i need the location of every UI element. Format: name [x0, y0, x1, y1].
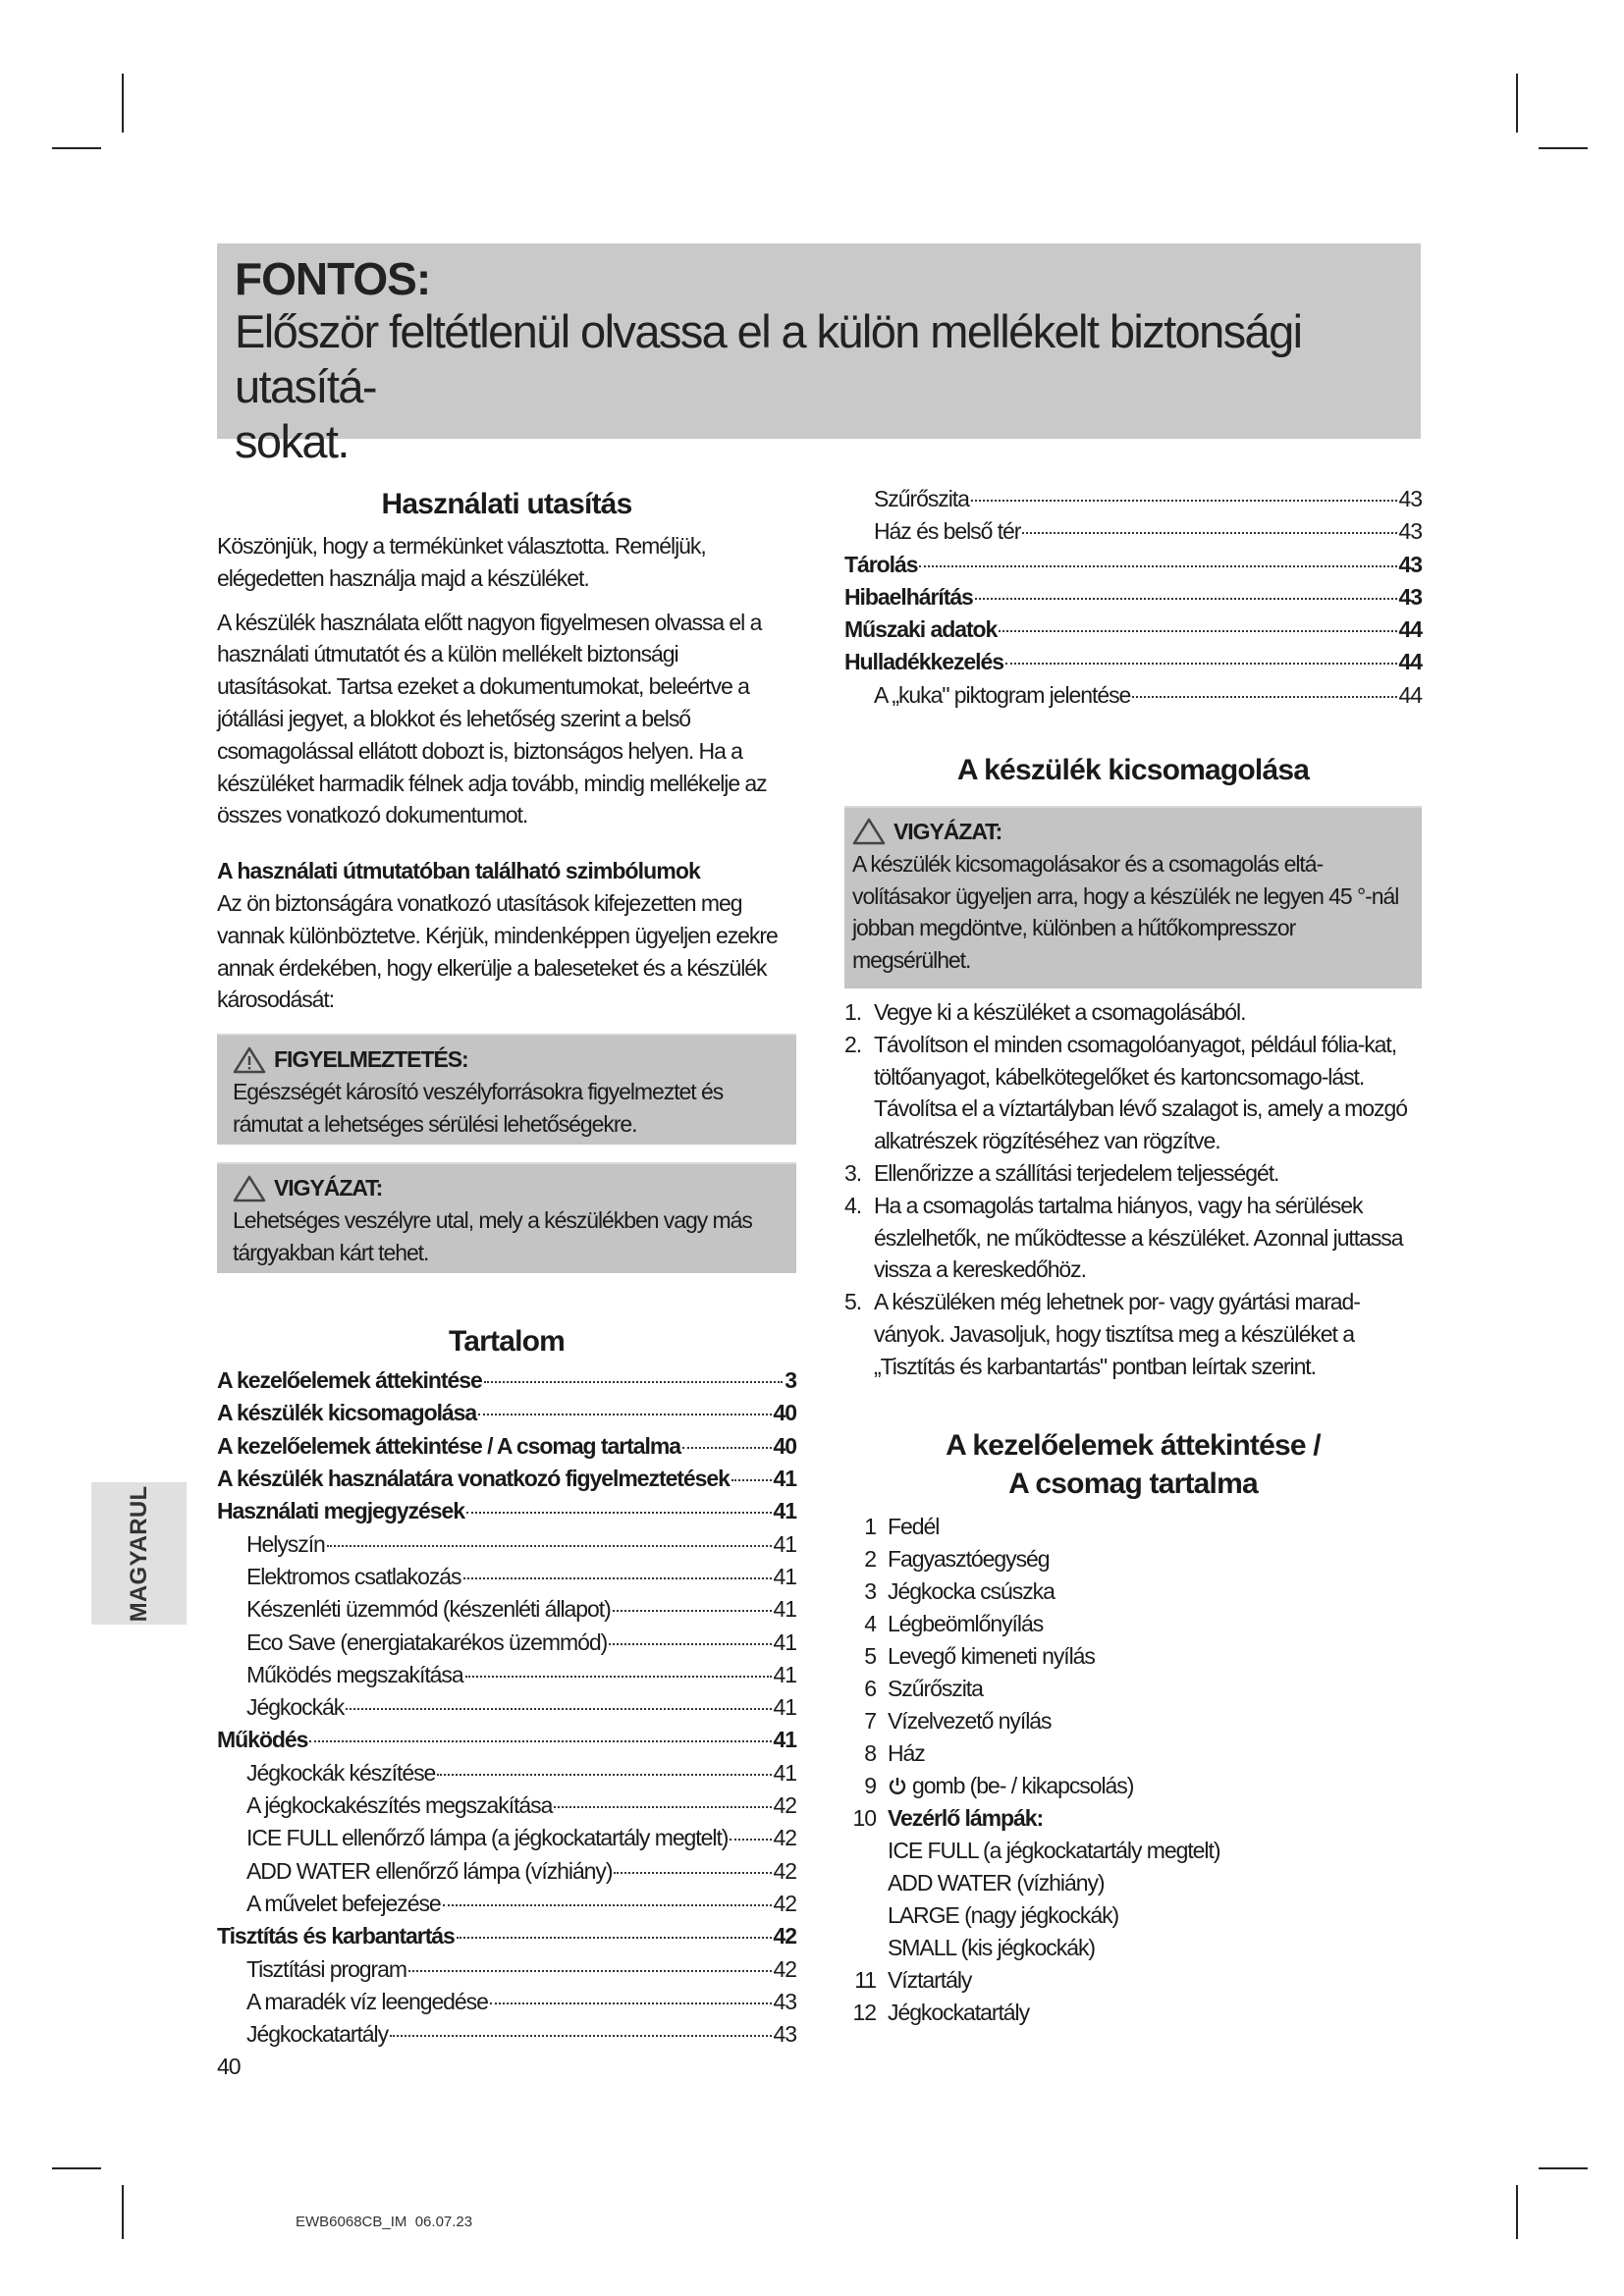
step-number: 3. — [844, 1160, 862, 1187]
symbols-paragraph: Az ön biztonságára vonatkozó utasítások kifejezetten meg vannak különböztetve. Kérjük, mindenképpen ügyeljen ezekre annak érdekében, hogy elkerülje a baleseteket és a készülék károsodását: — [217, 889, 778, 1013]
toc-entry-label: Ház és belső tér — [874, 518, 1021, 545]
parts-list-item — [844, 1640, 1422, 1673]
part-number: 10 — [852, 1804, 876, 1831]
symbols-heading: A használati útmutatóban található szimbólumok — [217, 858, 700, 884]
toc-leader-dots — [1132, 696, 1396, 698]
overview-heading-line2: A csomag tartalma — [1008, 1467, 1258, 1500]
parts-list-item — [844, 1964, 1422, 1997]
caution-title: VIGYÁZAT: — [893, 819, 1002, 845]
footer-code: EWB6068CB_IM 06.07.23 — [296, 2214, 473, 2230]
part-number: 2 — [864, 1545, 876, 1572]
toc-entry[interactable] — [217, 1724, 796, 1756]
crop-mark — [52, 147, 101, 149]
crop-mark — [52, 2167, 101, 2169]
toc-entry[interactable] — [217, 1986, 796, 2018]
language-tab — [91, 1482, 187, 1625]
intro-paragraph: Köszönjük, hogy a termékünket választotta. Reméljük, elégedetten használja majd a készüléket. — [217, 533, 706, 591]
toc-entry[interactable] — [844, 646, 1422, 678]
toc-entry[interactable] — [217, 1888, 796, 1920]
toc-entry[interactable] — [844, 581, 1422, 614]
toc-entry-page: 41 — [773, 1727, 796, 1753]
parts-list-item — [844, 1543, 1422, 1575]
toc-entry-page: 41 — [773, 1629, 796, 1655]
toc-leader-dots — [309, 1740, 771, 1742]
toc-entry-page: 41 — [773, 1498, 796, 1524]
part-number: 1 — [864, 1513, 876, 1539]
part-label: Ház — [888, 1739, 925, 1766]
toc-entry-label: Szűrőszita — [874, 486, 969, 511]
toc-leader-dots — [1022, 532, 1396, 534]
toc-leader-dots — [408, 1970, 772, 1972]
toc-entry[interactable] — [217, 1920, 796, 1952]
unpacking-step — [844, 1286, 1422, 1382]
toc-entry-label: Hibaelhárítás — [844, 583, 973, 610]
toc-entry-label: Készenléti üzemmód (készenléti állapot) — [246, 1596, 611, 1623]
intro-paragraph: A készülék használata előtt nagyon figyelmesen olvassa el a használati útmutatót és a külön mellékelt biztonsági utasításokat. Tartsa ezeket a dokumentumokat, beleértve a jótállási jegyet, a blokkot és lehetőség szerint a belső csomagolással ellátott dobozt is, biztonságos helyen. Ha a készüléket harmadik félnek adja tovább, mindig mellékelje az összes vonatkozó dokumentumot. — [217, 609, 767, 828]
toc-entry[interactable] — [217, 1691, 796, 1724]
toc-entry-label: Tisztítási program — [246, 1955, 407, 1982]
overview-heading — [844, 1426, 1422, 1503]
toc-entry-page: 40 — [773, 1400, 796, 1426]
table-of-contents-continued — [844, 483, 1422, 712]
unpacking-step — [844, 1029, 1422, 1157]
toc-entry-label: ICE FULL ellenőrző lámpa (a jégkockatartály megtelt) — [246, 1825, 729, 1851]
toc-entry-page: 43 — [1398, 518, 1422, 545]
toc-entry-label: Használati megjegyzések — [217, 1498, 464, 1524]
overview-heading-line1: A kezelőelemek áttekintése / — [946, 1428, 1321, 1462]
parts-list-item — [844, 1705, 1422, 1737]
unpacking-steps — [844, 996, 1422, 1383]
toc-entry[interactable] — [217, 1397, 796, 1429]
left-column — [217, 485, 796, 2083]
toc-entry-label: Jégkockatartály — [246, 2021, 389, 2048]
step-number: 1. — [844, 999, 862, 1026]
banner-title: FONTOS: — [235, 253, 431, 304]
toc-entry[interactable] — [217, 1953, 796, 1986]
unpacking-heading: A készülék kicsomagolása — [956, 754, 1310, 787]
part-label: gomb (be- / kikapcsolás) — [912, 1772, 1134, 1798]
toc-entry-page: 41 — [773, 1694, 796, 1721]
part-label: Fedél — [888, 1513, 940, 1539]
toc-entry-page: 43 — [773, 1988, 796, 2014]
important-banner — [217, 243, 1421, 467]
step-number: 5. — [844, 1289, 862, 1315]
toc-entry-label: Helyszín — [246, 1530, 325, 1557]
step-text: A készüléken még lehetnek por- vagy gyártási marad-ványok. Javasoljuk, hogy tisztítsa meg a készüléket a „Tisztítás és karbantartás" pontban leírtak szerint. — [874, 1289, 1360, 1379]
parts-list-item — [844, 1737, 1422, 1770]
toc-entry-label: Működés megszakítása — [246, 1661, 463, 1687]
control-lamp-item: ADD WATER (vízhiány) — [888, 1869, 1105, 1896]
intro-heading: Használati utasítás — [381, 488, 632, 520]
toc-entry-label: Hulladékkezelés — [844, 649, 1003, 675]
toc-entry[interactable] — [217, 1593, 796, 1626]
toc-leader-dots — [484, 1381, 784, 1383]
warning-title: FIGYELMEZTETÉS: — [274, 1046, 468, 1073]
toc-entry-label: Jégkockák — [246, 1694, 345, 1721]
toc-leader-dots — [730, 1839, 771, 1841]
step-number: 2. — [844, 1031, 862, 1057]
toc-leader-dots — [999, 630, 1396, 632]
toc-leader-dots — [613, 1610, 772, 1612]
parts-list-item — [844, 1802, 1422, 1835]
toc-entry[interactable] — [217, 1364, 796, 1397]
crop-mark — [1516, 74, 1518, 133]
part-number: 12 — [852, 1999, 876, 2025]
crop-mark — [1539, 2167, 1588, 2169]
part-number: 4 — [864, 1610, 876, 1636]
toc-entry[interactable] — [217, 2018, 796, 2051]
toc-entry-label: Elektromos csatlakozás — [246, 1563, 461, 1589]
toc-entry-page: 41 — [773, 1466, 796, 1492]
unpacking-step — [844, 996, 1422, 1029]
toc-entry-page: 42 — [773, 1890, 796, 1916]
toc-entry-page: 42 — [773, 1792, 796, 1819]
toc-leader-dots — [609, 1643, 771, 1645]
caution-text: A készülék kicsomagolásakor és a csomagolás eltá-volításakor ügyeljen arra, hogy a készülék ne legyen 45 °-nál jobban megdöntve, különben a hűtőkompresszor megsérülhet. — [852, 850, 1399, 974]
part-label: Vízelvezető nyílás — [888, 1707, 1052, 1734]
unpacking-step — [844, 1190, 1422, 1286]
toc-entry-label: Működés — [217, 1727, 308, 1753]
toc-entry-page: 41 — [773, 1661, 796, 1687]
part-number: 8 — [864, 1739, 876, 1766]
control-lamp-item: ICE FULL (a jégkockatartály megtelt) — [888, 1837, 1220, 1863]
toc-entry-page: 43 — [1398, 551, 1422, 577]
banner-text-line2: sokat. — [235, 415, 349, 467]
toc-entry-label: A kezelőelemek áttekintése — [217, 1367, 482, 1394]
toc-entry-label: A készülék kicsomagolása — [217, 1400, 477, 1426]
toc-entry-label: A „kuka" piktogram jelentése — [874, 681, 1131, 708]
step-text: Távolítson el minden csomagolóanyagot, például fólia-kat, töltőanyagot, kábelkötegelőket és kartoncsomago-lást. Távolítsa el a víztartályban lévő szalagot is, amely a mozgó alkatrészek rögzítéséhez van rögzítve. — [874, 1031, 1407, 1154]
toc-entry-page: 43 — [1398, 583, 1422, 610]
toc-entry-label: A művelet befejezése — [246, 1890, 441, 1916]
toc-entry-page: 44 — [1398, 649, 1422, 675]
toc-leader-dots — [971, 500, 1397, 502]
toc-entry-label: Jégkockák készítése — [246, 1759, 436, 1786]
part-number: 11 — [854, 1966, 876, 1993]
step-text: Vegye ki a készüléket a csomagolásából. — [874, 999, 1246, 1026]
parts-list-item — [844, 1575, 1422, 1608]
toc-entry-page: 40 — [773, 1432, 796, 1459]
toc-leader-dots — [327, 1545, 772, 1547]
toc-leader-dots — [490, 2002, 772, 2004]
warning-box — [217, 1034, 796, 1145]
toc-entry[interactable] — [217, 1855, 796, 1888]
toc-entry[interactable] — [217, 1561, 796, 1593]
banner-text-line1: Először feltétlenül olvassa el a külön mellékelt biztonsági utasítá- — [235, 305, 1302, 412]
parts-list-item — [844, 1997, 1422, 2029]
part-label: Jégkocka csúszka — [888, 1577, 1055, 1604]
toc-entry[interactable] — [844, 483, 1422, 515]
toc-leader-dots — [478, 1414, 771, 1415]
toc-entry[interactable] — [844, 515, 1422, 548]
toc-entry-label: A kezelőelemek áttekintése / A csomag tartalma — [217, 1432, 680, 1459]
part-number: 5 — [864, 1642, 876, 1669]
caution-triangle-icon — [852, 818, 886, 845]
toc-entry-page: 41 — [773, 1530, 796, 1557]
part-label: Jégkockatartály — [888, 1999, 1030, 2025]
toc-leader-dots — [466, 1512, 772, 1514]
power-icon — [888, 1776, 907, 1795]
toc-leader-dots — [457, 1937, 772, 1939]
crop-mark — [1516, 2185, 1518, 2239]
toc-entry[interactable] — [844, 549, 1422, 581]
toc-entry-page: 41 — [773, 1759, 796, 1786]
toc-entry-label: Eco Save (energiatakarékos üzemmód) — [246, 1629, 608, 1655]
unpacking-caution-box — [844, 806, 1422, 988]
toc-leader-dots — [554, 1806, 771, 1808]
unpacking-step — [844, 1157, 1422, 1190]
toc-leader-dots — [614, 1872, 771, 1874]
toc-entry-page: 42 — [773, 1857, 796, 1884]
toc-entry[interactable] — [844, 614, 1422, 646]
toc-leader-dots — [390, 2035, 771, 2037]
toc-leader-dots — [463, 1577, 772, 1579]
parts-list-item — [844, 1511, 1422, 1543]
toc-heading: Tartalom — [448, 1325, 566, 1359]
toc-entry-label: Tárolás — [844, 551, 918, 577]
toc-leader-dots — [919, 565, 1396, 567]
toc-entry[interactable] — [844, 679, 1422, 712]
toc-entry-page: 44 — [1398, 681, 1422, 708]
part-number: 7 — [864, 1707, 876, 1734]
parts-list-item — [844, 1608, 1422, 1640]
parts-list-item — [844, 1673, 1422, 1705]
control-lamp-item: LARGE (nagy jégkockák) — [888, 1901, 1119, 1928]
toc-entry[interactable] — [217, 1822, 796, 1854]
caution-triangle-icon — [233, 1175, 266, 1202]
toc-entry-page: 42 — [773, 1825, 796, 1851]
toc-entry-page: 41 — [773, 1596, 796, 1623]
toc-entry[interactable] — [217, 1789, 796, 1822]
toc-entry-page: 43 — [773, 2021, 796, 2048]
parts-list-item — [844, 1770, 1422, 1802]
toc-entry-page: 42 — [773, 1955, 796, 1982]
part-number: 3 — [864, 1577, 876, 1604]
control-lamp-item: SMALL (kis jégkockák) — [888, 1934, 1096, 1960]
toc-entry-label: A jégkockakészítés megszakítása — [246, 1792, 553, 1819]
toc-entry-page: 3 — [785, 1367, 796, 1394]
toc-leader-dots — [465, 1676, 772, 1678]
toc-leader-dots — [1005, 663, 1397, 665]
part-label: Vezérlő lámpák: — [888, 1804, 1044, 1831]
part-label: Légbeömlőnyílás — [888, 1610, 1044, 1636]
toc-leader-dots — [443, 1904, 772, 1906]
step-number: 4. — [844, 1192, 862, 1218]
right-column — [844, 483, 1422, 2029]
toc-entry[interactable] — [217, 1430, 796, 1463]
toc-entry[interactable] — [217, 1659, 796, 1691]
page-number: 40 — [217, 2054, 241, 2080]
toc-entry-label: Műszaki adatok — [844, 616, 998, 643]
toc-entry-label: ADD WATER ellenőrző lámpa (vízhiány) — [246, 1857, 613, 1884]
caution-title: VIGYÁZAT: — [274, 1175, 383, 1201]
toc-entry-page: 44 — [1398, 616, 1422, 643]
caution-box — [217, 1162, 796, 1273]
crop-mark — [122, 2185, 124, 2239]
toc-entry-label: A maradék víz leengedése — [246, 1988, 488, 2014]
toc-entry[interactable] — [217, 1495, 796, 1527]
toc-leader-dots — [346, 1708, 771, 1710]
toc-leader-dots — [437, 1774, 771, 1776]
toc-entry-page: 42 — [773, 1923, 796, 1949]
toc-entry[interactable] — [217, 1757, 796, 1789]
caution-text: Lehetséges veszélyre utal, mely a készülékben vagy más tárgyakban kárt tehet. — [233, 1206, 752, 1265]
toc-entry-page: 41 — [773, 1563, 796, 1589]
toc-entry[interactable] — [217, 1627, 796, 1659]
part-label: Víztartály — [888, 1966, 972, 1993]
warning-triangle-icon — [233, 1046, 266, 1074]
toc-leader-dots — [975, 598, 1397, 600]
toc-leader-dots — [731, 1479, 772, 1481]
parts-list — [844, 1511, 1422, 2029]
part-label: Levegő kimeneti nyílás — [888, 1642, 1095, 1669]
step-text: Ellenőrizze a szállítási terjedelem teljességét. — [874, 1160, 1279, 1187]
toc-leader-dots — [682, 1447, 772, 1449]
crop-mark — [1539, 147, 1588, 149]
part-number: 9 — [864, 1772, 876, 1798]
warning-text: Egészségét károsító veszélyforrásokra figyelmeztet és rámutat a lehetséges sérülési lehetőségekre. — [233, 1078, 724, 1137]
toc-entry-label: Tisztítás és karbantartás — [217, 1923, 455, 1949]
toc-entry[interactable] — [217, 1463, 796, 1495]
toc-entry[interactable] — [217, 1528, 796, 1561]
crop-mark — [122, 74, 124, 133]
part-label: Fagyasztóegység — [888, 1545, 1050, 1572]
table-of-contents — [217, 1364, 796, 2051]
step-text: Ha a csomagolás tartalma hiányos, vagy ha sérülések észlelhetők, ne működtesse a készüléket. Azonnal juttassa vissza a kereskedőhöz. — [874, 1192, 1403, 1283]
toc-entry-page: 43 — [1398, 486, 1422, 511]
part-number: 6 — [864, 1675, 876, 1701]
part-label: Szűrőszita — [888, 1675, 983, 1701]
language-tab-label: MAGYARUL — [125, 1485, 152, 1622]
toc-entry-label: A készülék használatára vonatkozó figyelmeztetések — [217, 1466, 730, 1492]
